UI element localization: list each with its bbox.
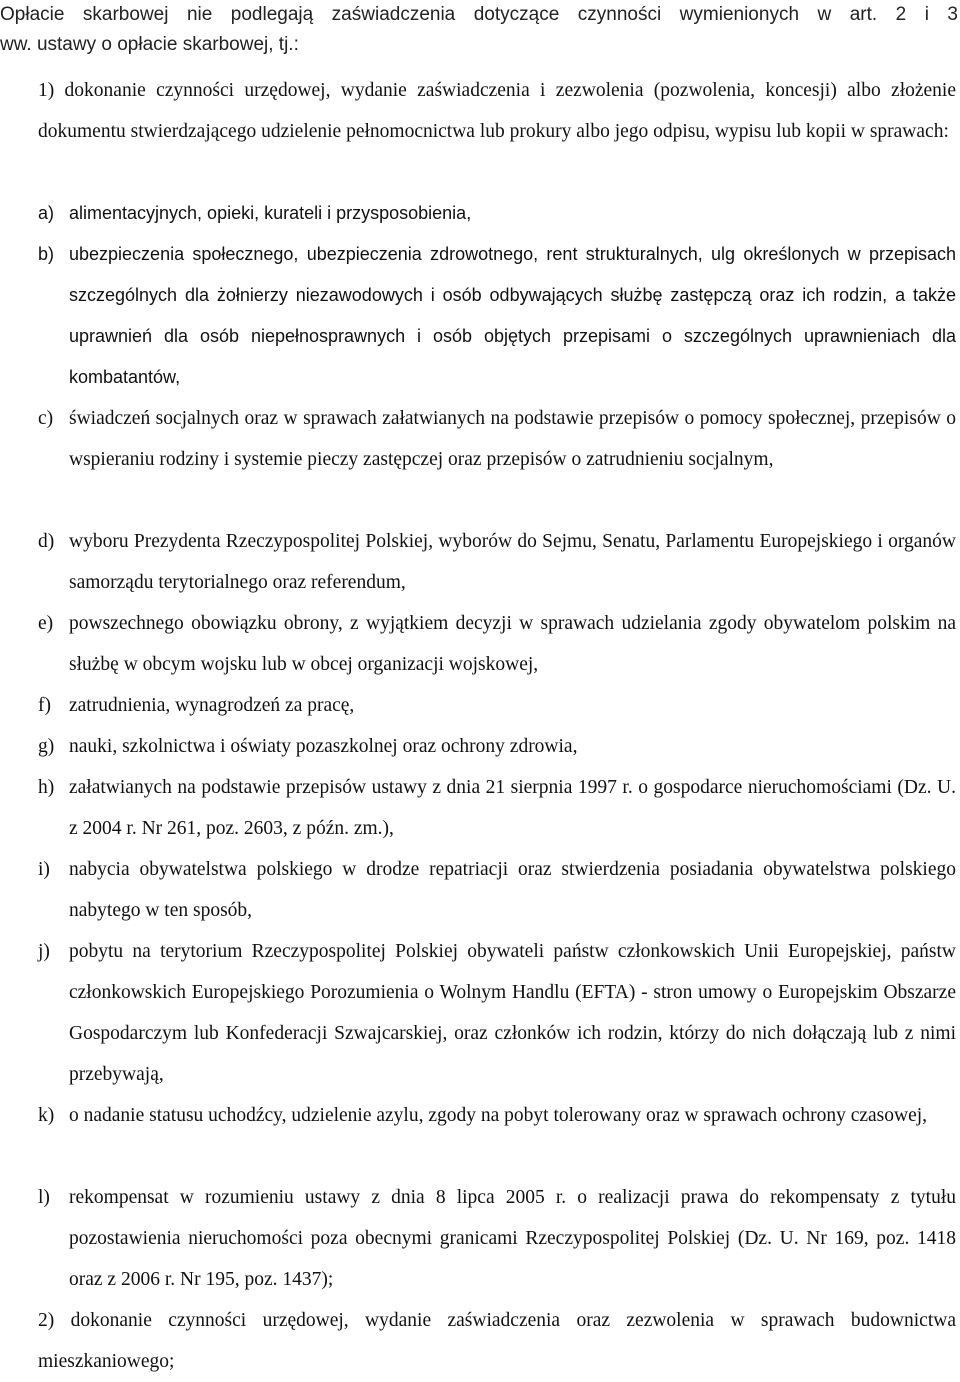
list-item-b — [38, 234, 956, 398]
item-text: nauki, szkolnictwa i oświaty pozaszkolnej oraz ochrony zdrowia, — [69, 736, 578, 757]
list-item-d — [38, 521, 956, 603]
point-2: 2) dokonanie czynności urzędowej, wydanie zaświadczenia oraz zezwolenia w sprawach budownictwa mieszkaniowego; — [38, 1310, 956, 1372]
list-item-h — [38, 767, 956, 849]
item-text: nabycia obywatelstwa polskiego w drodze repatriacji oraz stwierdzenia posiadania obywatelstwa polskiego nabytego w ten sposób, — [69, 859, 956, 921]
intro-line-1: Opłacie skarbowej nie podlegają zaświadczenia dotyczące czynności wymienionych w art. 2 i 3 — [0, 4, 958, 25]
item-marker: l) — [38, 1187, 50, 1208]
point-1: 1) dokonanie czynności urzędowej, wydanie zaświadczenia i zezwolenia (pozwolenia, koncesji) albo złożenie dokumentu stwierdzającego udzielenie pełnomocnictwa lub prokury albo jego odpisu, wypisu lub kopii w sprawach: — [38, 80, 956, 142]
item-marker: f) — [38, 695, 51, 716]
item-marker: e) — [38, 613, 54, 634]
item-text: załatwianych na podstawie przepisów ustawy z dnia 21 sierpnia 1997 r. o gospodarce nieruchomościami (Dz. U. z 2004 r. Nr 261, poz. 2603, z późn. zm.), — [69, 777, 956, 839]
item-text: zatrudnienia, wynagrodzeń za pracę, — [69, 695, 355, 716]
item-text: pobytu na terytorium Rzeczypospolitej Polskiej obywateli państw członkowskich Unii Europejskiej, państw członkowskich Europejskiego Porozumienia o Wolnym Handlu (EFTA) - stron umowy o Europejskim Obszarze Gospodarczym lub Konfederacji Szwajcarskiej, oraz członków ich rodzin, którzy do nich dołączają lub z nimi przebywają, — [69, 941, 956, 1085]
list-item-g — [38, 726, 956, 767]
item-marker: i) — [38, 859, 50, 880]
list-item-c — [38, 398, 956, 480]
item-text: powszechnego obowiązku obrony, z wyjątkiem decyzji w sprawach udzielania zgody obywatelom polskim na służbę w obcym wojsku lub w obcej organizacji wojskowej, — [69, 613, 956, 675]
intro-text — [0, 0, 958, 60]
item-text: o nadanie statusu uchodźcy, udzielenie azylu, zgody na pobyt tolerowany oraz w sprawach ochrony czasowej, — [69, 1105, 928, 1126]
item-marker: b) — [38, 244, 55, 264]
item-marker: c) — [38, 408, 54, 429]
item-text: rekompensat w rozumieniu ustawy z dnia 8 lipca 2005 r. o realizacji prawa do rekompensaty z tytułu pozostawienia nieruchomości poza obecnymi granicami Rzeczypospolitej Polskiej (Dz. U. Nr 169, poz. 1418 oraz z 2006 r. Nr 195, poz. 1437); — [69, 1187, 956, 1290]
list-item-j — [38, 931, 956, 1095]
item-marker: j) — [38, 941, 50, 962]
list-item-e — [38, 603, 956, 685]
list-item-a — [38, 193, 956, 234]
item-marker: h) — [38, 777, 55, 798]
item-marker: k) — [38, 1105, 55, 1126]
list-item-f — [38, 685, 956, 726]
item-text: wyboru Prezydenta Rzeczypospolitej Polskiej, wyborów do Sejmu, Senatu, Parlamentu Europejskiego i organów samorządu terytorialnego oraz referendum, — [69, 531, 956, 593]
item-text: ubezpieczenia społecznego, ubezpieczenia zdrowotnego, rent strukturalnych, ulg określonych w przepisach szczególnych dla żołnierzy niezawodowych i osób odbywających służbę zastępczą oraz ich rodzin, a także uprawnień dla osób niepełnosprawnych i osób objętych przepisami o szczególnych uprawnieniach dla kombatantów, — [69, 244, 956, 387]
item-marker: g) — [38, 736, 55, 757]
intro-line-2: ww. ustawy o opłacie skarbowej, tj.: — [0, 34, 299, 55]
item-text: alimentacyjnych, opieki, kurateli i przysposobienia, — [69, 203, 472, 223]
item-marker: a) — [38, 203, 55, 223]
list-item-i — [38, 849, 956, 931]
item-marker: d) — [38, 531, 55, 552]
list-item-l — [38, 1177, 956, 1300]
item-text: świadczeń socjalnych oraz w sprawach załatwianych na podstawie przepisów o pomocy społecznej, przepisów o wspieraniu rodziny i systemie pieczy zastępczej oraz przepisów o zatrudnieniu socjalnym, — [69, 408, 956, 470]
list-item-k — [38, 1095, 956, 1136]
